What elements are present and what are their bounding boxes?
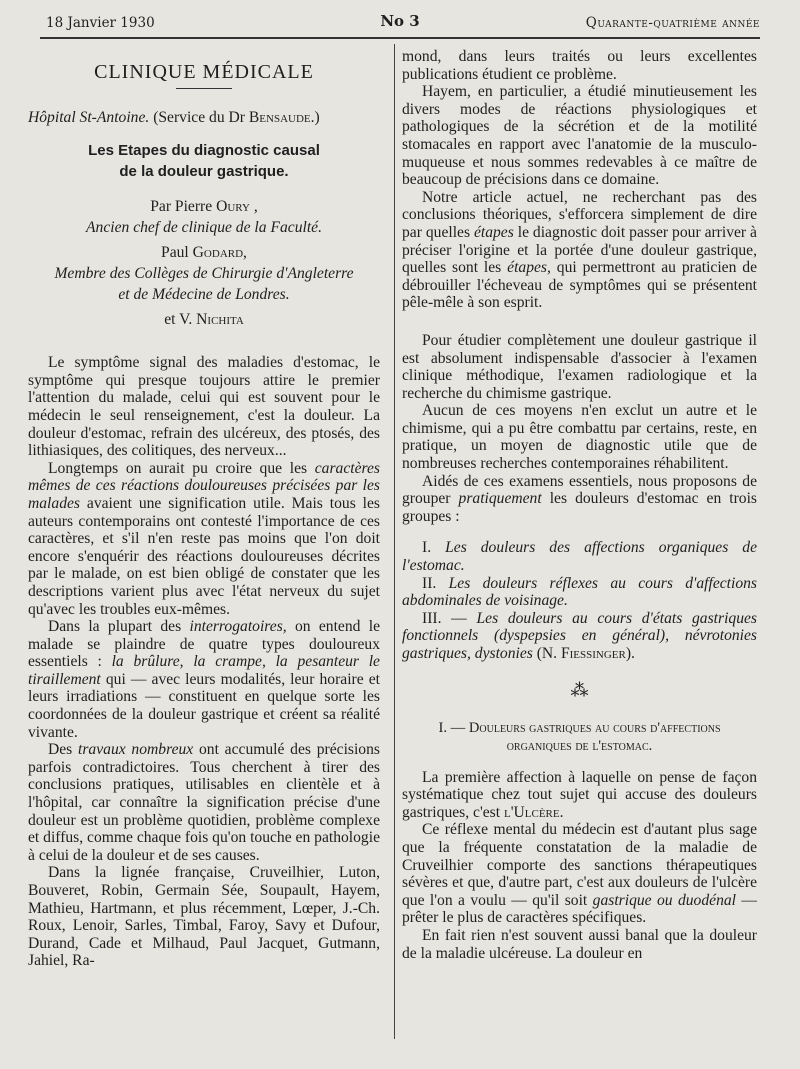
author-2-name: Godard, bbox=[192, 244, 247, 262]
group-number: II. bbox=[422, 574, 437, 592]
paragraph: En fait rien n'est souvent aussi banal que la douleur de la maladie ulcéreuse. La douleur en bbox=[402, 926, 757, 962]
paragraph-smallcaps: l'Ulcère. bbox=[503, 803, 564, 821]
column-divider bbox=[394, 44, 395, 1039]
author-3-and: et V. bbox=[164, 311, 193, 329]
paragraph-text: les douleurs d'estomac en trois groupes : bbox=[402, 490, 757, 525]
paragraph-text: Aidés de ces examens essentiels, nous proposons de grouper bbox=[402, 472, 757, 508]
left-column bbox=[28, 48, 380, 970]
paragraph bbox=[28, 618, 380, 741]
paragraph-emphasis: pratiquement bbox=[458, 490, 542, 508]
paragraph bbox=[402, 189, 757, 312]
subsection-heading bbox=[402, 719, 757, 755]
paragraph-emphasis: travaux nombreux bbox=[78, 741, 194, 759]
author-2-role-2: et de Médecine de Londres. bbox=[118, 286, 290, 304]
group-reference: (N. Fiessinger). bbox=[536, 645, 635, 662]
page-header bbox=[40, 12, 760, 34]
paragraph-text: — prêter le plus de caractères spécifiques. bbox=[402, 891, 758, 927]
group-item-1 bbox=[402, 539, 757, 574]
paragraph-emphasis: caractères mêmes de ces réactions douloureuses précisées par les malades bbox=[28, 459, 380, 512]
paragraph: Hayem, en particulier, a étudié minutieusement les divers modes de réactions physiologiques et pathologiques de la sécrétion et de la motilité stomacales en rapport avec l'anatomie de la musculo-muqueuse et nous sommes redevables à ce maître de beaucoup de précisions dans ce domaine. bbox=[402, 83, 757, 189]
issue-date: 18 Janvier 1930 bbox=[46, 15, 155, 31]
group-text: Les douleurs réflexes au cours d'affections abdominales de voisinage. bbox=[402, 574, 757, 610]
article-title-line-1: Les Etapes du diagnostic causal bbox=[88, 142, 320, 160]
paragraph-emphasis: la brûlure, la crampe, la pesanteur le tiraillement bbox=[28, 653, 380, 688]
author-1 bbox=[28, 196, 380, 238]
author-2-role-1: Membre des Collèges de Chirurgie d'Angleterre bbox=[54, 265, 354, 283]
paragraph bbox=[402, 473, 757, 526]
paragraph: Pour étudier complètement une douleur gastrique il est absolument indispensable d'associer à l'examen clinique méthodique, l'examen radiologique et la recherche du chimisme gastrique. bbox=[402, 331, 757, 402]
subsection-heading-line-2: organiques de l'estomac. bbox=[506, 737, 653, 754]
paragraph-emphasis: étapes bbox=[473, 223, 514, 241]
issue-number: No 3 bbox=[380, 12, 420, 30]
paragraph-text: qui permettront au praticien de débrouiller l'écheveau de symptômes qui se présentent pêle-mêle à son esprit. bbox=[402, 259, 757, 312]
paragraph-emphasis: étapes, bbox=[507, 259, 551, 277]
paragraph-text: La première affection à laquelle on pense de façon systématique chez tout sujet qui accuse des douleurs gastriques, c'est bbox=[402, 768, 757, 821]
author-3-name: Nichita bbox=[196, 311, 244, 329]
title-rule bbox=[176, 88, 232, 89]
group-item-3 bbox=[402, 610, 757, 663]
hospital-chief: Bensaude.) bbox=[248, 108, 320, 126]
group-number: I. bbox=[422, 539, 432, 557]
paragraph: mond, dans leurs traités ou leurs excellentes publications étudient ce problème. bbox=[402, 48, 757, 83]
paragraph: Le symptôme signal des maladies d'estomac, le symptôme qui presque toujours attire le premier l'attention du malade, celui qui est souvent pour le médecin le seul renseignement, c'est la douleur. La douleur d'estomac, refrain des ulcéreux, des ptosés, des lithiasiques, des colitiques, des nerveux... bbox=[28, 354, 380, 460]
right-column bbox=[402, 48, 757, 962]
hospital-name: Hôpital St-Antoine. bbox=[28, 108, 150, 126]
paragraph-text: Longtemps on aurait pu croire que les bbox=[48, 459, 308, 477]
paragraph: Aucun de ces moyens n'en exclut un autre et le chimisme, qui a pu être combattu par certains, reste, en pratique, un moyen de diagnostic utile que de nombreuses recherches contemporaines réhabilitent. bbox=[402, 402, 757, 473]
author-1-role: Ancien chef de clinique de la Faculté. bbox=[86, 219, 322, 237]
asterism: ⁂ bbox=[570, 679, 589, 700]
subsection-heading-line-1: I. — Douleurs gastriques au cours d'affections bbox=[438, 719, 721, 736]
paragraph-authors: Dans la lignée française, Cruveilhier, Luton, Bouveret, Robin, Germain Sée, Soupault, Hayem, Mathieu, Hartmann, et plus récemment, Lœper, J.-Ch. Roux, Lenoir, Sarles, Timbal, Faroy, Savy et Dufour, Durand, Cade et Milhaud, Paul Jacquet, Gutmann, Jahiel, Ra- bbox=[28, 864, 380, 970]
hospital-service: (Service du Dr bbox=[153, 108, 245, 126]
group-item-2 bbox=[402, 575, 757, 610]
paragraph-text: Ce réflexe mental du médecin est d'autant plus sage que la fréquente constatation de la maladie de Cruveilhier comporte des sanctions thérapeutiques sévères et que, d'autre part, c'est aux douleurs de l'ulcère que l'on a voulu — qu'il soit bbox=[402, 821, 757, 909]
author-1-name: Oury , bbox=[216, 198, 258, 216]
paragraph-text: ont accumulé des précisions parfois contradictoires. Tous cherchent à tirer des conclusions pratiques, utilisables en clientèle et à l'hôpital, car connaître la signification précise d'une douleur est un problème quotidien, problème complexe et diffus, comme chaque fois qu'on touche en pathologie à celui de la douleur et de ses causes. bbox=[28, 741, 380, 864]
header-rule bbox=[40, 37, 760, 39]
paragraph-emphasis: gastrique ou duodénal bbox=[592, 891, 737, 909]
paragraph-text: Notre article actuel, ne recherchant pas des conclusions théoriques, s'efforcera simplement de dire par quelles bbox=[402, 188, 757, 241]
article-title-line-2: de la douleur gastrique. bbox=[119, 163, 289, 181]
paragraph bbox=[402, 821, 757, 927]
paragraph-text: le diagnostic doit passer pour arriver à préciser l'origine et la portée d'une douleur gastrique, quelles sont les bbox=[402, 223, 757, 277]
paragraph bbox=[402, 769, 757, 822]
paragraph bbox=[28, 741, 380, 864]
author-3 bbox=[28, 309, 380, 330]
hospital-line bbox=[28, 109, 380, 127]
paragraph-text: qui — avec leurs modalités, leur horaire et leurs irradiations — constituent en quelque sorte les coordonnées de la douleur gastrique et créent sa réalité vivante. bbox=[28, 670, 380, 741]
publication-year: Quarante-quatrième année bbox=[585, 15, 760, 31]
group-text: Les douleurs des affections organiques de l'estomac. bbox=[402, 539, 757, 575]
paragraph bbox=[28, 460, 380, 618]
paragraph-emphasis: interrogatoires, bbox=[189, 618, 287, 636]
paragraph-text: avaient une signification utile. Mais tous les auteurs contemporains ont contesté l'importance de ces caractères, et s'il n'en reste pas moins que l'on doit encore s'enquérir des réactions douloureuses décrites par le malade, on est bien obligé de constater que les descriptions varient plus avec l'état nerveux du sujet qu'avec les troubles eux-mêmes. bbox=[28, 494, 380, 618]
article-title bbox=[28, 140, 380, 182]
section-title: CLINIQUE MÉDICALE bbox=[94, 61, 314, 83]
author-2-first: Paul bbox=[161, 244, 189, 262]
author-1-by: Par Pierre bbox=[150, 198, 213, 216]
paragraph-text: on entend le malade se plaindre de quatre types douloureux essentiels : bbox=[28, 618, 380, 671]
author-2 bbox=[28, 242, 380, 305]
paragraph-text: Dans la plupart des bbox=[48, 618, 182, 636]
paragraph-text: Des bbox=[48, 741, 73, 759]
group-number: III. — bbox=[422, 609, 467, 627]
group-text: Les douleurs au cours d'états gastriques fonctionnels (dyspepsies en général), névrotonies gastriques, dystonies bbox=[402, 609, 757, 662]
